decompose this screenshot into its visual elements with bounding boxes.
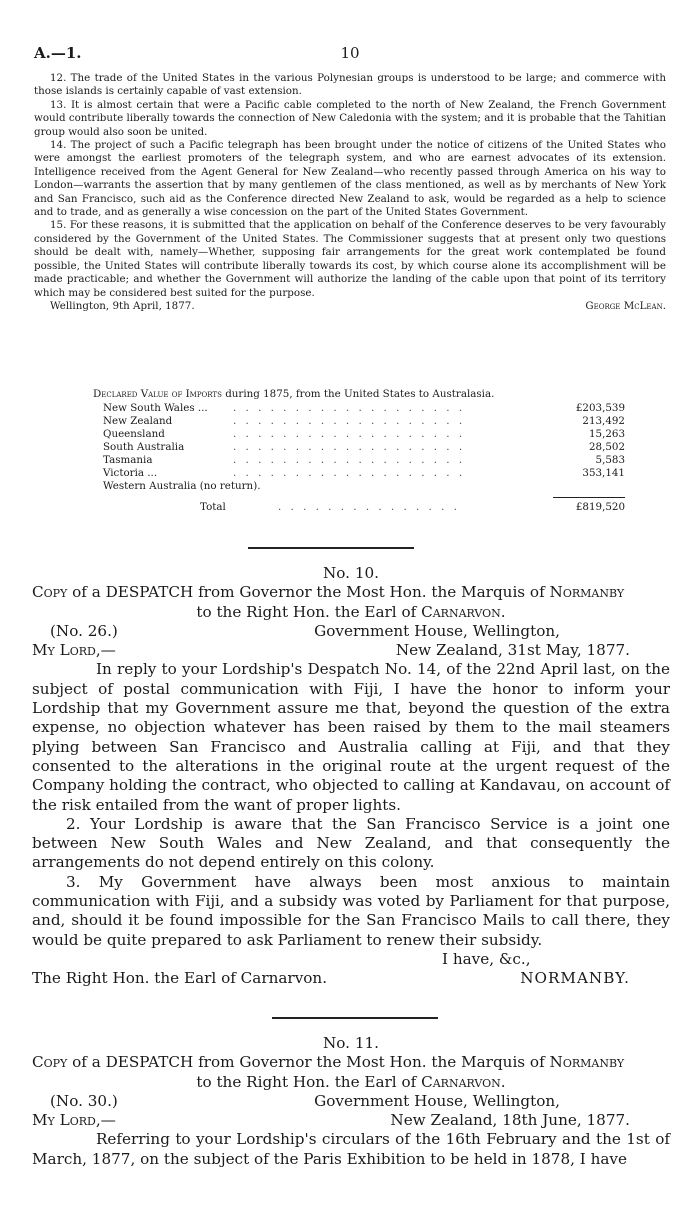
despatch-11-ref-row (32, 1092, 670, 1111)
report-signature-line (34, 300, 666, 313)
section-divider (248, 547, 414, 549)
despatch-10-ref-row (32, 622, 670, 641)
despatch-11 (32, 1034, 670, 1169)
title-line2: to the Right Hon. the Earl of (196, 602, 417, 621)
despatch-10-ref: (No. 26.) (50, 621, 118, 640)
row-name: Tasmania (103, 454, 153, 466)
row-name: New Zealand (103, 415, 173, 427)
despatch-10-date: New Zealand, 31st May, 1877. (395, 641, 630, 660)
despatch-11-title-line2 (32, 1073, 670, 1092)
despatch-11-house: Government House, Wellington, (314, 1091, 560, 1110)
total-rule (553, 497, 625, 498)
row-value: 15,263 (588, 428, 625, 440)
title-main: of a DESPATCH from Governor the Most Hon. the Marquis of (72, 583, 545, 602)
row-value: 5,583 (595, 454, 625, 466)
despatch-11-date: New Zealand, 18th June, 1877. (390, 1111, 630, 1130)
despatch-11-salutation: My Lord,— (32, 1111, 116, 1130)
despatch-10 (32, 564, 670, 989)
table-row: South Australia . . . . . . . . . . . . . . . . . . . 28,502 (103, 441, 625, 453)
title-carnarvon: Carnarvon. (421, 602, 506, 621)
despatch-11-paragraph-1: Referring to your Lordship's circulars of the 16th February and the 1st of March, 1877, on the subject of the Paris Exhibition to be held in 1878, I have (32, 1130, 670, 1168)
row-name: Victoria ... (103, 467, 158, 479)
title-normanby: Normanby (549, 1053, 625, 1072)
despatch-10-title-line2 (32, 603, 670, 622)
despatch-10-title (32, 583, 670, 602)
despatch-10-house: Government House, Wellington, (314, 621, 560, 640)
report-signature: George McLean. (585, 299, 666, 312)
title-carnarvon: Carnarvon. (421, 1072, 506, 1091)
imports-caption-prefix: Declared Value of Imports (93, 388, 222, 400)
despatch-10-sign-row (32, 969, 670, 988)
despatch-10-addressee: The Right Hon. the Earl of Carnarvon. (32, 969, 328, 988)
table-row: Queensland . . . . . . . . . . . . . . . . . . . 15,263 (103, 428, 625, 440)
despatch-10-paragraph-3: 3. My Government have always been most anxious to maintain communication with Fiji, and a subsidy was voted by Parliament for that purpose, and, should it be found impossible for the San Francisco Mails to call there, they would be quite prepared to ask Parliament to renew their subsidy. (32, 872, 670, 949)
section-divider (272, 1017, 438, 1019)
title-line2: to the Right Hon. the Earl of (196, 1072, 417, 1091)
page-number: 10 (340, 44, 360, 62)
title-copy: Copy (32, 583, 68, 602)
report-place-date: Wellington, 9th April, 1877. (50, 299, 195, 312)
row-name: Western Australia (no return). (103, 480, 261, 492)
report-paragraph-14: 14. The project of such a Pacific telegraph has been brought under the notice of citizens of the United States who were amongst the earliest promoters of the telegraph system, and who are earnest advocates of its extension. Intelligence received from the Agent General for New Zealand—who recently passed through America on his way to London—warrants the assertion that by many gentlemen of the class mentioned, as well as by merchants of New York and San Francisco, such aid as the Conference directed New Zealand to ask, would be regarded as a help to science and to trade, and as generally a wise concession on the part of the United States Government. (34, 139, 666, 219)
despatch-10-paragraph-1: In reply to your Lordship's Despatch No. 14, of the 22nd April last, on the subject of postal communication with Fiji, I have the honor to inform your Lordship that my Government assure me that, beyond the question of the extra expense, no objection whatever has been raised by them to the mail steamers plying between San Francisco and Australia calling at Fiji, and that they consented to the alterations in the original route at the urgent request of the Company holding the contract, who objected to calling at Kandavau, on account of the risk entailed from the want of proper lights. (32, 660, 670, 814)
imports-table (88, 388, 628, 514)
table-row: Victoria ... . . . . . . . . . . . . . . . . . . . 353,141 (103, 467, 625, 479)
table-row: Tasmania . . . . . . . . . . . . . . . . . . . 5,583 (103, 454, 625, 466)
report-section (34, 72, 666, 313)
row-value: 353,141 (582, 467, 625, 479)
title-normanby: Normanby (549, 583, 625, 602)
total-label: Total (200, 501, 226, 513)
row-name: Queensland (103, 428, 165, 440)
imports-caption-suffix: during 1875, from the United States to Australasia. (225, 388, 495, 400)
report-paragraph-15: 15. For these reasons, it is submitted that the application on behalf of the Conference deserves to be very favourably considered by the Government of the United States. The Commissioner suggests that at present only two questions should be dealt with, namely—Whether, supposing fair arrangements for the great work contemplated be found possible, the United States will contribute liberally towards its cost, by which course alone its accomplishment will be made practicable; and whether the Government will authorize the landing of the cable upon that point of its territory which may be considered best suited for the purpose. (34, 219, 666, 299)
row-value: 213,492 (582, 415, 625, 427)
despatch-10-number: No. 10. (323, 564, 379, 582)
page-header (34, 44, 666, 64)
imports-table-caption (93, 388, 628, 401)
title-main: of a DESPATCH from Governor the Most Hon. the Marquis of (72, 1053, 545, 1072)
report-paragraph-13: 13. It is almost certain that were a Pacific cable completed to the north of New Zealand, the French Government would contribute liberally towards the connection of New Caledonia with the system; and it is probable that the Tahitian group would also soon be united. (34, 98, 666, 138)
table-row: New South Wales ... . . . . . . . . . . . . . . . . . . . £203,539 (103, 402, 625, 414)
despatch-10-paragraph-2: 2. Your Lordship is aware that the San Francisco Service is a joint one between New South Wales and New Zealand, and that consequently the arrangements do not depend entirely on this colony. (32, 814, 670, 872)
total-rule-row (88, 493, 628, 501)
despatch-11-ref: (No. 30.) (50, 1091, 118, 1110)
total-value: £819,520 (575, 501, 625, 513)
table-row (88, 480, 628, 493)
despatch-11-title (32, 1053, 670, 1072)
despatch-10-salutation-row (32, 641, 670, 660)
row-name: South Australia (103, 441, 185, 453)
row-value: 28,502 (588, 441, 625, 453)
report-paragraph-12: 12. The trade of the United States in the various Polynesian groups is understood to be large; and commerce with those islands is certainly capable of vast extension. (34, 72, 666, 98)
title-copy: Copy (32, 1053, 68, 1072)
table-row: New Zealand . . . . . . . . . . . . . . . . . . . 213,492 (103, 415, 625, 427)
despatch-10-signature: NORMANBY. (520, 969, 630, 988)
row-value: £203,539 (575, 402, 625, 414)
despatch-10-closing: I have, &c., (442, 949, 531, 968)
row-name: New South Wales ... (103, 402, 208, 414)
series-code: A.—1. (34, 44, 82, 62)
despatch-11-number: No. 11. (323, 1034, 379, 1052)
despatch-10-salutation: My Lord,— (32, 641, 116, 660)
table-total-row: Total . . . . . . . . . . . . . . . £819,520 (200, 501, 625, 513)
despatch-11-salutation-row (32, 1111, 670, 1130)
